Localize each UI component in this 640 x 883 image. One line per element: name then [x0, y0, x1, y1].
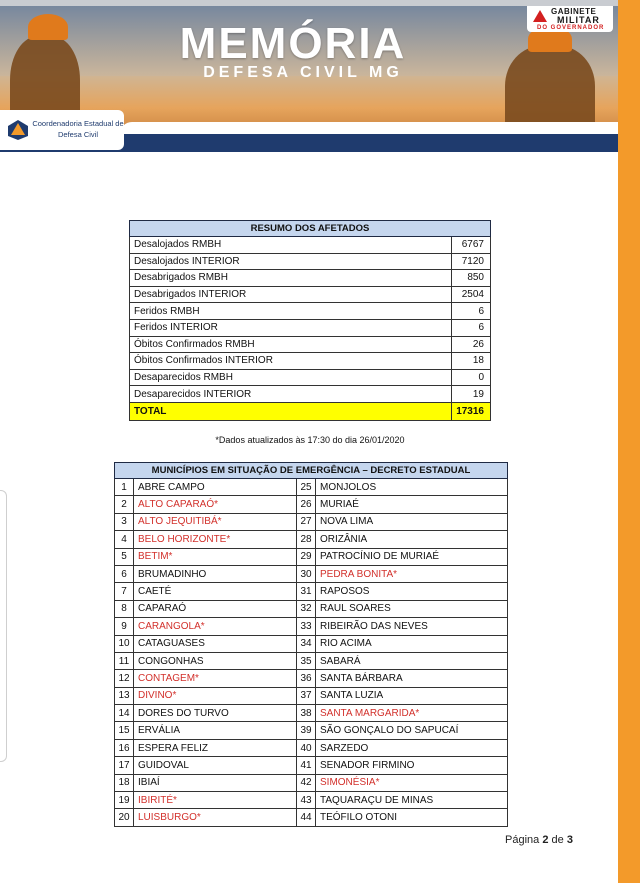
- resumo-row: [130, 353, 491, 370]
- resumo-row: [130, 286, 491, 303]
- resumo-row-label: Óbitos Confirmados INTERIOR: [130, 353, 452, 370]
- municipio-name: SANTA BÁRBARA: [316, 670, 508, 687]
- municipio-number: 13: [115, 687, 134, 704]
- update-note: *Dados atualizados às 17:30 do dia 26/01/2020: [215, 435, 405, 445]
- municipio-number: 28: [297, 531, 316, 548]
- municipio-number: 2: [115, 496, 134, 513]
- municipio-number: 44: [297, 809, 316, 826]
- municipio-number: 31: [297, 583, 316, 600]
- municipio-row: [115, 705, 508, 722]
- municipio-row: [115, 618, 508, 635]
- municipio-number: 36: [297, 670, 316, 687]
- municipio-name: DIVINO*: [134, 687, 297, 704]
- coordinator-text: Coordenadoria Estadual de Defesa Civil: [32, 119, 124, 139]
- municipio-name: BETIM*: [134, 548, 297, 565]
- municipio-name: SABARÁ: [316, 652, 508, 669]
- resumo-row-value: 19: [452, 386, 491, 403]
- municipio-number: 40: [297, 739, 316, 756]
- page-total: 3: [566, 834, 573, 846]
- coordinator-badge: [0, 110, 124, 150]
- municipio-name: CAPARAÓ: [134, 600, 297, 617]
- municipio-row: [115, 722, 508, 739]
- header-banner: [0, 6, 618, 152]
- resumo-row-value: 0: [452, 369, 491, 386]
- resumo-row-label: Desalojados RMBH: [130, 237, 452, 254]
- municipio-name: SENADOR FIRMINO: [316, 757, 508, 774]
- municipio-number: 27: [297, 513, 316, 530]
- municipio-row: [115, 792, 508, 809]
- municipio-name: TAQUARAÇU DE MINAS: [316, 792, 508, 809]
- municipio-row: [115, 687, 508, 704]
- resumo-row: [130, 303, 491, 320]
- resumo-row: [130, 270, 491, 287]
- resumo-row-label: Feridos RMBH: [130, 303, 452, 320]
- page-mid: de: [551, 834, 564, 846]
- municipio-row: [115, 757, 508, 774]
- municipio-row: [115, 739, 508, 756]
- municipio-number: 11: [115, 652, 134, 669]
- municipio-name: CARANGOLA*: [134, 618, 297, 635]
- municipio-name: ABRE CAMPO: [134, 479, 297, 496]
- municipio-number: 30: [297, 565, 316, 582]
- resumo-row: [130, 237, 491, 254]
- municipio-row: [115, 479, 508, 496]
- resumo-row-label: Óbitos Confirmados RMBH: [130, 336, 452, 353]
- municipio-name: RAUL SOARES: [316, 600, 508, 617]
- municipio-number: 26: [297, 496, 316, 513]
- municipio-name: BELO HORIZONTE*: [134, 531, 297, 548]
- municipio-number: 1: [115, 479, 134, 496]
- municipio-name: NOVA LIMA: [316, 513, 508, 530]
- municipio-name: PATROCÍNIO DE MURIAÉ: [316, 548, 508, 565]
- gabinete-militar-logo: [527, 6, 613, 32]
- total-value: 17316: [452, 402, 491, 420]
- municipio-name: IBIRITÉ*: [134, 792, 297, 809]
- municipio-row: [115, 809, 508, 826]
- municipio-row: [115, 670, 508, 687]
- municipios-title: MUNICÍPIOS EM SITUAÇÃO DE EMERGÊNCIA – DECRETO ESTADUAL: [115, 463, 508, 479]
- municipio-number: 32: [297, 600, 316, 617]
- municipio-row: [115, 635, 508, 652]
- resumo-row-label: Desaparecidos INTERIOR: [130, 386, 452, 403]
- municipios-table: [114, 462, 508, 827]
- municipio-number: 18: [115, 774, 134, 791]
- municipio-name: SANTA MARGARIDA*: [316, 705, 508, 722]
- municipio-number: 8: [115, 600, 134, 617]
- municipio-number: 3: [115, 513, 134, 530]
- municipio-number: 34: [297, 635, 316, 652]
- municipio-number: 43: [297, 792, 316, 809]
- municipio-name: RIBEIRÃO DAS NEVES: [316, 618, 508, 635]
- page-number: [505, 834, 573, 846]
- municipio-number: 19: [115, 792, 134, 809]
- municipio-name: ALTO JEQUITIBÁ*: [134, 513, 297, 530]
- page-current: 2: [542, 834, 549, 846]
- resumo-row: [130, 253, 491, 270]
- municipio-number: 12: [115, 670, 134, 687]
- municipio-row: [115, 548, 508, 565]
- resumo-row-value: 850: [452, 270, 491, 287]
- resumo-row-label: Desaparecidos RMBH: [130, 369, 452, 386]
- resumo-row: [130, 386, 491, 403]
- municipio-number: 37: [297, 687, 316, 704]
- municipio-number: 20: [115, 809, 134, 826]
- resumo-row-label: Feridos INTERIOR: [130, 319, 452, 336]
- municipio-name: SANTA LUZIA: [316, 687, 508, 704]
- resumo-row: [130, 319, 491, 336]
- banner-white-curve: [120, 122, 618, 134]
- total-label: TOTAL: [130, 402, 452, 420]
- municipio-name: SIMONÉSIA*: [316, 774, 508, 791]
- municipio-name: ESPERA FELIZ: [134, 739, 297, 756]
- municipio-name: RAPOSOS: [316, 583, 508, 600]
- municipio-number: 38: [297, 705, 316, 722]
- municipio-number: 39: [297, 722, 316, 739]
- municipio-name: IBIAÍ: [134, 774, 297, 791]
- gabinete-line2: MILITAR: [557, 15, 600, 25]
- municipio-name: SARZEDO: [316, 739, 508, 756]
- resumo-total-row: [130, 402, 491, 420]
- municipio-number: 14: [115, 705, 134, 722]
- resumo-table: [129, 220, 491, 421]
- municipio-number: 25: [297, 479, 316, 496]
- memoria-subtitle: DEFESA CIVIL MG: [203, 64, 403, 81]
- resumo-row-value: 6: [452, 303, 491, 320]
- resumo-row-value: 26: [452, 336, 491, 353]
- municipio-name: CAETÉ: [134, 583, 297, 600]
- resumo-row: [130, 369, 491, 386]
- municipio-number: 17: [115, 757, 134, 774]
- municipio-name: RIO ACIMA: [316, 635, 508, 652]
- municipio-row: [115, 531, 508, 548]
- municipio-name: CATAGUASES: [134, 635, 297, 652]
- municipio-number: 10: [115, 635, 134, 652]
- resumo-row-value: 7120: [452, 253, 491, 270]
- gabinete-line1: GABINETE: [551, 7, 597, 16]
- municipio-number: 29: [297, 548, 316, 565]
- gabinete-line3: DO GOVERNADOR: [537, 25, 605, 31]
- municipio-name: CONGONHAS: [134, 652, 297, 669]
- municipio-number: 35: [297, 652, 316, 669]
- municipio-name: TEÓFILO OTONI: [316, 809, 508, 826]
- resumo-row: [130, 336, 491, 353]
- municipio-number: 7: [115, 583, 134, 600]
- municipio-number: 42: [297, 774, 316, 791]
- municipio-name: BRUMADINHO: [134, 565, 297, 582]
- municipio-number: 15: [115, 722, 134, 739]
- municipio-number: 6: [115, 565, 134, 582]
- municipio-name: ORIZÂNIA: [316, 531, 508, 548]
- right-orange-bar: [618, 0, 640, 883]
- municipio-number: 5: [115, 548, 134, 565]
- helmet-left-icon: [28, 14, 68, 40]
- gabinete-triangle-icon: [533, 10, 547, 22]
- resumo-title: RESUMO DOS AFETADOS: [130, 221, 491, 237]
- resumo-row-value: 6: [452, 319, 491, 336]
- municipio-name: DORES DO TURVO: [134, 705, 297, 722]
- municipio-name: PEDRA BONITA*: [316, 565, 508, 582]
- resumo-row-label: Desabrigados RMBH: [130, 270, 452, 287]
- municipio-row: [115, 583, 508, 600]
- defesa-civil-logo-icon: [6, 118, 30, 142]
- municipio-number: 16: [115, 739, 134, 756]
- municipio-name: ERVÁLIA: [134, 722, 297, 739]
- municipio-name: ALTO CAPARAÓ*: [134, 496, 297, 513]
- municipio-number: 4: [115, 531, 134, 548]
- side-scroll-handle[interactable]: [0, 490, 7, 762]
- municipio-name: CONTAGEM*: [134, 670, 297, 687]
- municipio-number: 9: [115, 618, 134, 635]
- municipio-row: [115, 565, 508, 582]
- municipio-name: LUISBURGO*: [134, 809, 297, 826]
- resumo-row-label: Desabrigados INTERIOR: [130, 286, 452, 303]
- municipio-row: [115, 774, 508, 791]
- municipio-name: MONJOLOS: [316, 479, 508, 496]
- resumo-row-value: 6767: [452, 237, 491, 254]
- municipio-row: [115, 496, 508, 513]
- resumo-row-value: 18: [452, 353, 491, 370]
- municipio-row: [115, 652, 508, 669]
- page-prefix: Página: [505, 834, 540, 846]
- municipio-name: MURIAÉ: [316, 496, 508, 513]
- resumo-row-value: 2504: [452, 286, 491, 303]
- municipio-row: [115, 600, 508, 617]
- municipio-name: SÃO GONÇALO DO SAPUCAÍ: [316, 722, 508, 739]
- memoria-title: MEMÓRIA: [179, 19, 407, 68]
- municipio-name: GUIDOVAL: [134, 757, 297, 774]
- resumo-row-label: Desalojados INTERIOR: [130, 253, 452, 270]
- municipio-number: 41: [297, 757, 316, 774]
- municipio-number: 33: [297, 618, 316, 635]
- municipio-row: [115, 513, 508, 530]
